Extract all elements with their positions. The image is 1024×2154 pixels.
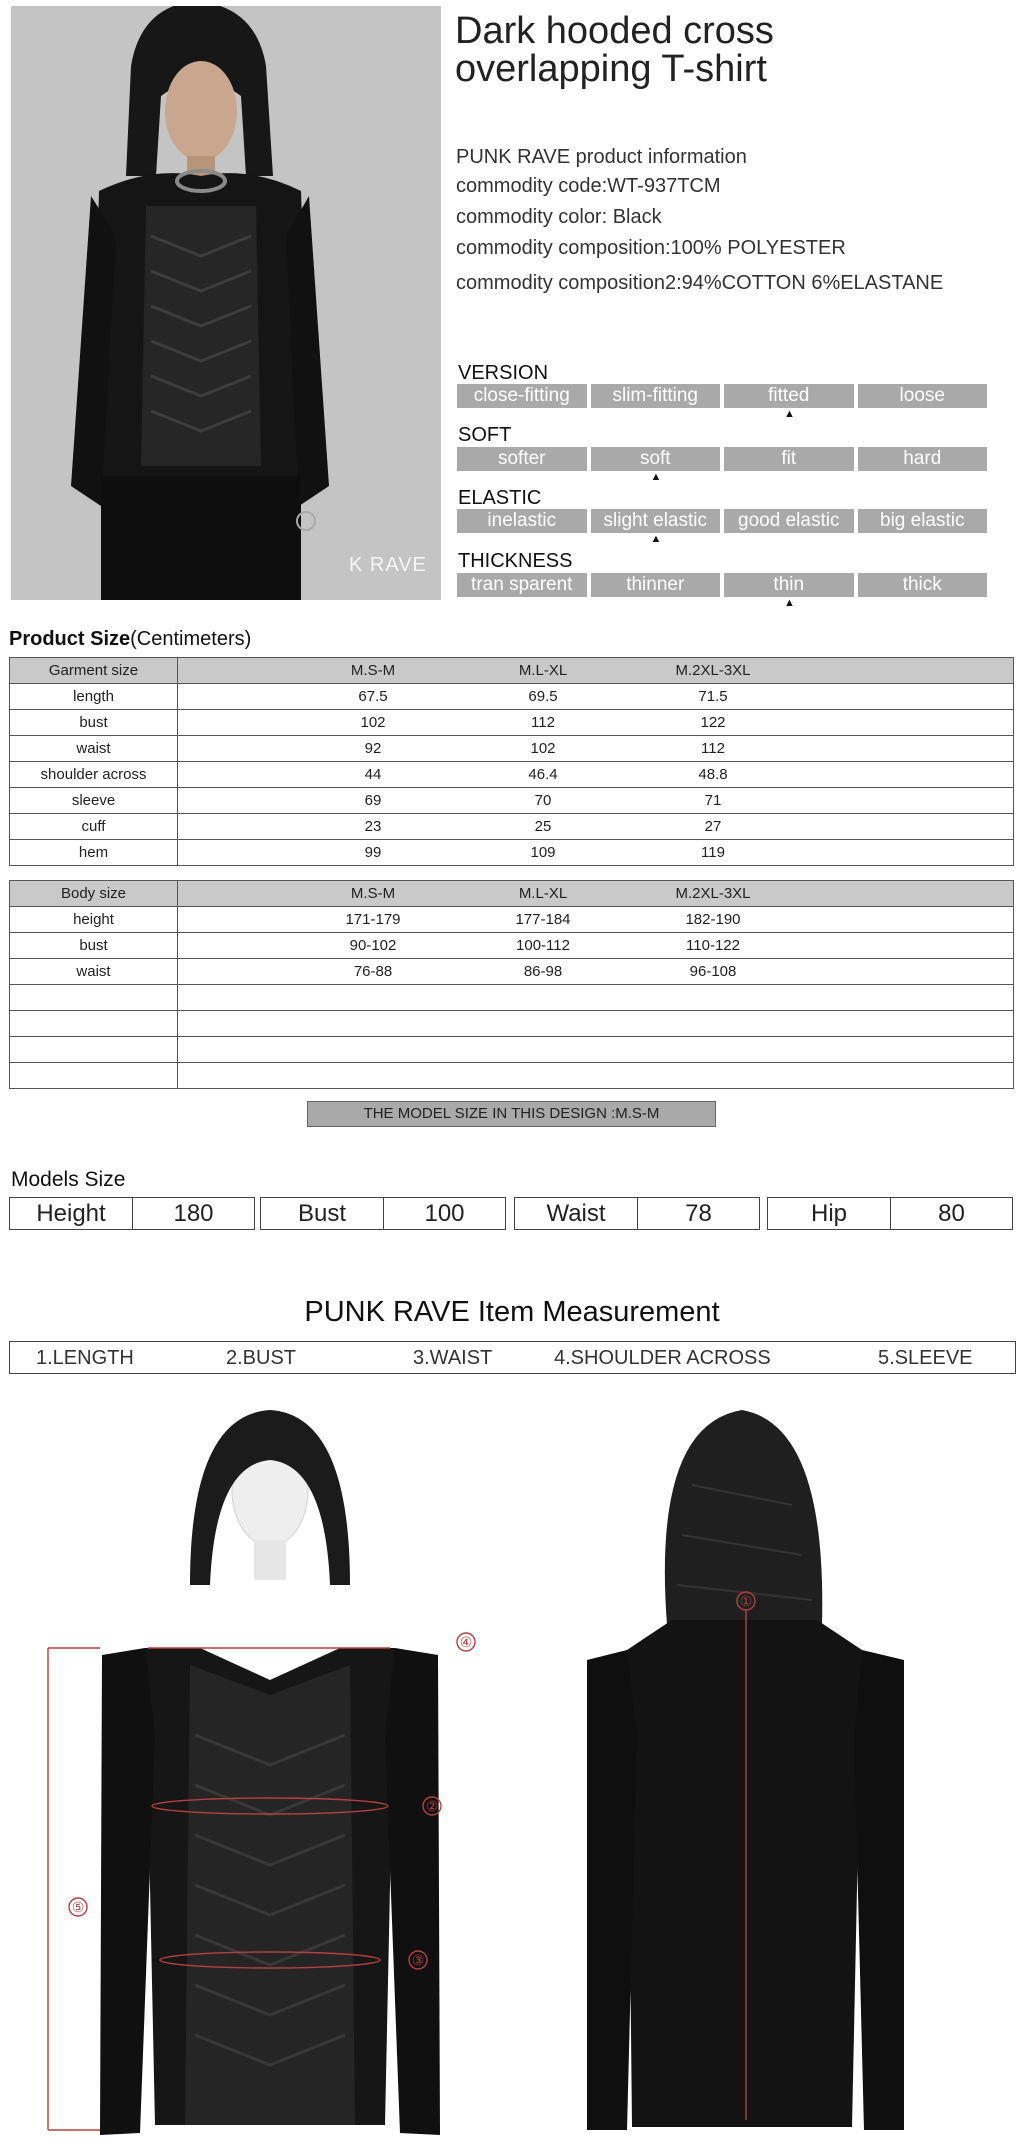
size-value: 119 [701, 844, 725, 861]
product-size-unit: (Centimeters) [130, 628, 252, 650]
brand-watermark: K RAVE [349, 554, 427, 576]
measurement-item: 4.SHOULDER ACROSS [554, 1347, 771, 1369]
attribute-option: loose [858, 384, 988, 408]
commodity-code-value: WT-937TCM [607, 175, 721, 197]
attribute-option: fit [724, 447, 854, 471]
attribute-option: thinner [591, 573, 721, 597]
row-values [178, 814, 1014, 840]
table-row [10, 959, 1014, 985]
row-values [178, 907, 1014, 933]
table-row [10, 1063, 1014, 1089]
table-header-row [10, 881, 1014, 907]
attribute-option: thin [724, 573, 854, 597]
marker-4: ④ [459, 1634, 473, 1650]
product-model-photo [11, 6, 441, 600]
measurement-item: 1.LENGTH [36, 1347, 134, 1369]
size-column-header: M.S-M [350, 885, 396, 902]
size-value: 171-179 [345, 911, 401, 928]
table-row [10, 736, 1014, 762]
model-measure-value: 180 [173, 1199, 214, 1227]
size-value: 90-102 [349, 937, 397, 954]
product-title-line1: Dark hooded cross [455, 10, 774, 52]
size-value: 69 [364, 792, 382, 809]
measurement-item: 2.BUST [226, 1347, 297, 1369]
row-values [178, 736, 1014, 762]
models-size-title: Models Size [11, 1168, 126, 1191]
row-label [10, 1063, 178, 1089]
table-row [10, 762, 1014, 788]
commodity-color-value: Black [612, 206, 662, 228]
size-column-header: M.2XL-3XL [675, 662, 751, 679]
table-row [10, 710, 1014, 736]
product-title [455, 12, 774, 88]
row-values [178, 1037, 1014, 1063]
attribute-option: thick [858, 573, 988, 597]
product-size-heading: Product Size [9, 628, 131, 650]
size-value: 112 [701, 740, 725, 757]
attribute-label-thickness: THICKNESS [458, 550, 573, 572]
size-value: 44 [364, 766, 382, 783]
attribute-option: tran sparent [457, 573, 587, 597]
size-column-header: M.2XL-3XL [675, 885, 751, 902]
composition2-label: commodity composition2: [456, 272, 682, 294]
table-row [10, 814, 1014, 840]
size-value: 70 [534, 792, 552, 809]
attribute-label-elastic: ELASTIC [458, 487, 542, 509]
marker-2: ② [425, 1798, 439, 1814]
attribute-option: good elastic [724, 509, 854, 533]
info-heading: PUNK RAVE product information [456, 146, 747, 168]
product-title-line2: overlapping T-shirt [455, 48, 767, 90]
composition-value: 100% POLYESTER [670, 237, 846, 259]
table-row [10, 840, 1014, 866]
size-column-header: M.L-XL [518, 885, 568, 902]
table-header-columns [178, 658, 1014, 684]
model-measure-label: Waist [515, 1198, 638, 1229]
attribute-option: softer [457, 447, 587, 471]
attribute-scale-version [457, 384, 987, 408]
size-value: 69.5 [528, 688, 558, 705]
row-label [10, 985, 178, 1011]
size-value: 96-108 [689, 963, 737, 980]
size-value: 92 [364, 740, 382, 757]
marker-5: ⑤ [71, 1899, 85, 1915]
row-values [178, 933, 1014, 959]
size-value: 76-88 [353, 963, 393, 980]
model-measure-value: 78 [685, 1199, 712, 1227]
size-value: 27 [704, 818, 722, 835]
commodity-color-label: commodity color: [456, 206, 608, 228]
attribute-scale-soft [457, 447, 987, 471]
measurement-title: PUNK RAVE Item Measurement [304, 1296, 720, 1328]
table-header-label: Garment size [10, 658, 178, 684]
size-value: 99 [364, 844, 382, 861]
table-header-columns [178, 881, 1014, 907]
row-label: bust [10, 933, 178, 959]
commodity-composition2 [456, 272, 943, 295]
size-value: 67.5 [358, 688, 388, 705]
attribute-option: close-fitting [457, 384, 587, 408]
model-measure-label: Height [10, 1198, 133, 1229]
attribute-scale-elastic [457, 509, 987, 533]
row-label: waist [10, 736, 178, 762]
commodity-code-label: commodity code: [456, 175, 608, 197]
size-value: 71 [704, 792, 722, 809]
table-row [10, 1011, 1014, 1037]
selected-marker-icon: ▲ [784, 408, 795, 420]
size-value: 100-112 [516, 937, 570, 954]
product-size-title [9, 628, 251, 651]
row-label: bust [10, 710, 178, 736]
selected-marker-icon: ▲ [784, 597, 795, 609]
size-value: 23 [364, 818, 382, 835]
row-values [178, 684, 1014, 710]
size-value: 109 [530, 844, 556, 861]
measurement-legend-bar [9, 1341, 1016, 1374]
row-values [178, 788, 1014, 814]
table-row [10, 1037, 1014, 1063]
row-values [178, 762, 1014, 788]
model-measure-label: Hip [768, 1198, 891, 1229]
size-value: 182-190 [685, 911, 741, 928]
attribute-label-version: VERSION [458, 362, 549, 384]
body-size-table [9, 880, 1014, 1089]
attribute-option: slight elastic [591, 509, 721, 533]
model-measure-waist [514, 1197, 760, 1230]
attribute-option: soft [591, 447, 721, 471]
size-value: 122 [700, 714, 726, 731]
row-values [178, 710, 1014, 736]
row-values [178, 1063, 1014, 1089]
model-illustration [11, 6, 441, 600]
size-value: 86-98 [523, 963, 563, 980]
row-values [178, 840, 1014, 866]
row-label: shoulder across [10, 762, 178, 788]
garment-size-table [9, 657, 1014, 866]
row-label: length [10, 684, 178, 710]
attribute-label-soft: SOFT [458, 424, 512, 446]
size-column-header: M.S-M [350, 662, 396, 679]
model-measure-value: 80 [938, 1199, 965, 1227]
table-header-row [10, 658, 1014, 684]
size-value: 110-122 [686, 937, 740, 954]
commodity-composition [456, 237, 846, 260]
composition-label: commodity composition: [456, 237, 671, 259]
row-label: height [10, 907, 178, 933]
commodity-color [456, 206, 662, 229]
marker-1: ① [739, 1593, 753, 1609]
table-row [10, 985, 1014, 1011]
size-value: 25 [534, 818, 552, 835]
row-values [178, 1011, 1014, 1037]
model-measure-label: Bust [261, 1198, 384, 1229]
front-garment-diagram [40, 1405, 510, 2145]
size-value: 102 [530, 740, 556, 757]
row-values [178, 985, 1014, 1011]
row-label: cuff [10, 814, 178, 840]
measurement-item: 3.WAIST [413, 1347, 493, 1369]
row-label: waist [10, 959, 178, 985]
marker-3: ③ [411, 1952, 425, 1968]
size-value: 46.4 [528, 766, 558, 783]
model-measure-value: 100 [424, 1199, 465, 1227]
commodity-code [456, 175, 721, 198]
attribute-option: hard [858, 447, 988, 471]
row-label [10, 1037, 178, 1063]
row-values [178, 959, 1014, 985]
size-column-header: M.L-XL [518, 662, 568, 679]
model-size-note: THE MODEL SIZE IN THIS DESIGN :M.S-M [307, 1101, 716, 1127]
model-measure-height [9, 1197, 255, 1230]
attribute-option: slim-fitting [591, 384, 721, 408]
back-garment-diagram [532, 1405, 992, 2145]
table-row [10, 933, 1014, 959]
table-header-label: Body size [10, 881, 178, 907]
size-value: 112 [531, 714, 555, 731]
measurement-item: 5.SLEEVE [878, 1347, 973, 1369]
composition2-value: 94%COTTON 6%ELASTANE [681, 272, 944, 294]
size-value: 48.8 [698, 766, 728, 783]
table-row [10, 684, 1014, 710]
model-measure-hip [767, 1197, 1013, 1230]
table-row [10, 907, 1014, 933]
size-value: 177-184 [515, 911, 571, 928]
selected-marker-icon: ▲ [650, 533, 662, 545]
attribute-option: inelastic [457, 509, 587, 533]
attribute-option: big elastic [858, 509, 988, 533]
size-value: 71.5 [698, 688, 728, 705]
table-row [10, 788, 1014, 814]
row-label: sleeve [10, 788, 178, 814]
selected-marker-icon: ▲ [650, 471, 662, 483]
attribute-scale-thickness [457, 573, 987, 597]
row-label [10, 1011, 178, 1037]
size-value: 102 [360, 714, 386, 731]
row-label: hem [10, 840, 178, 866]
model-measure-bust [260, 1197, 506, 1230]
attribute-option: fitted [724, 384, 854, 408]
